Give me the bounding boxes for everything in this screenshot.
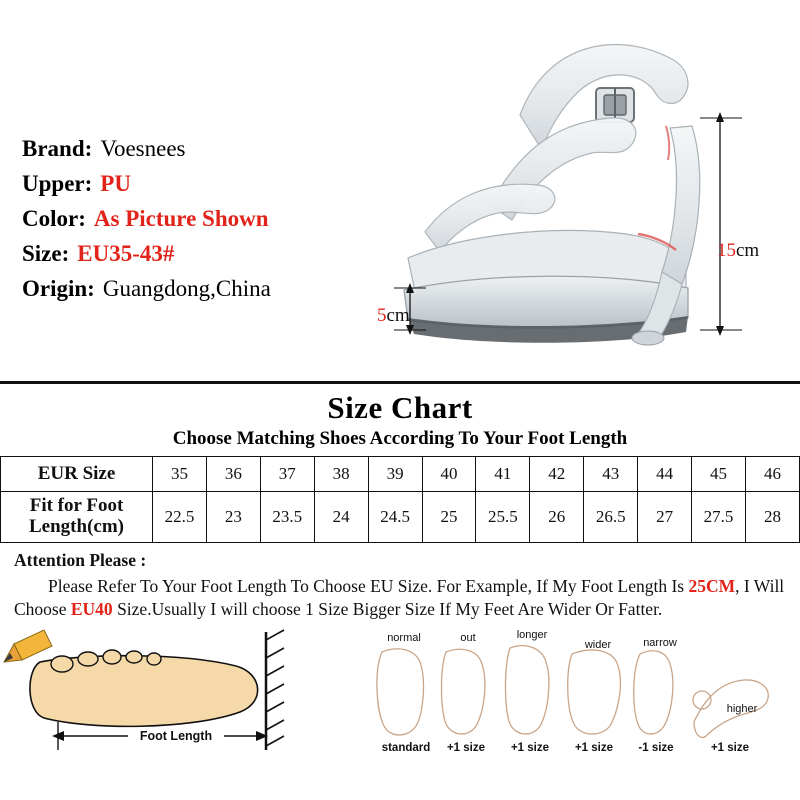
eur-size-cell: 39 xyxy=(368,457,422,492)
eur-size-cell: 35 xyxy=(153,457,207,492)
attention-text-b: , I Will Choose xyxy=(14,575,785,620)
eur-size-cell: 43 xyxy=(584,457,638,492)
foot-length-cell: 26 xyxy=(530,492,584,543)
attention-text-c: Size.Usually I will choose 1 Size Bigger Size If My Feet Are Wider Or Fatter. xyxy=(112,599,663,620)
foot-length-cell: 27.5 xyxy=(692,492,746,543)
spec-label-color: Color xyxy=(22,206,79,231)
spec-row-size xyxy=(22,241,271,267)
spec-label-origin: Origin xyxy=(22,276,88,301)
foot-type-top-label: wider xyxy=(584,638,612,651)
heel-height-dimension xyxy=(717,240,759,262)
foot-length-cell: 26.5 xyxy=(584,492,638,543)
eur-size-cell: 46 xyxy=(745,457,799,492)
attention-highlight-length: 25CM xyxy=(688,575,736,596)
foot-type-top-label: higher xyxy=(726,702,758,715)
foot-type-bottom-label: +1 size xyxy=(446,741,486,754)
foot-length-cell: 22.5 xyxy=(153,492,207,543)
foot-length-cell: 23 xyxy=(206,492,260,543)
eur-size-cell: 38 xyxy=(314,457,368,492)
spec-label-size: Size xyxy=(22,241,62,266)
spec-list xyxy=(22,136,271,311)
spec-value-color: As Picture Shown xyxy=(93,206,269,231)
clear-platform-sandal-illustration xyxy=(370,0,800,384)
foot-type-diagrams xyxy=(377,646,768,738)
platform-height-value: 5 xyxy=(377,305,387,326)
top-section xyxy=(0,0,800,384)
spec-value-size: EU35-43# xyxy=(77,241,175,266)
shoe-photo xyxy=(370,0,800,384)
platform-height-dimension xyxy=(377,305,410,327)
eur-size-header: EUR Size xyxy=(1,457,153,492)
foot-length-caption: Foot Length xyxy=(139,728,213,743)
platform-height-unit: cm xyxy=(386,305,410,326)
eur-size-cell: 37 xyxy=(260,457,314,492)
attention-highlight-size: EU40 xyxy=(70,599,113,620)
eur-size-cell: 44 xyxy=(638,457,692,492)
foot-type-top-label: out xyxy=(460,631,476,644)
foot-length-cell: 28 xyxy=(745,492,799,543)
attention-heading: Attention Please : xyxy=(14,550,147,570)
spec-colon: : xyxy=(84,136,93,161)
table-row-eur xyxy=(1,457,800,492)
foot-measure-diagrams xyxy=(0,626,800,756)
spec-colon: : xyxy=(78,206,86,231)
spec-label-brand: Brand xyxy=(22,136,85,161)
size-chart-section xyxy=(0,390,800,543)
foot-type-bottom-label: standard xyxy=(381,741,431,754)
foot-length-cell: 24.5 xyxy=(368,492,422,543)
eur-size-cell: 36 xyxy=(206,457,260,492)
size-table xyxy=(0,456,800,543)
table-row-foot-length xyxy=(1,492,800,543)
size-chart-title: Size Chart xyxy=(327,390,473,425)
spec-row-origin xyxy=(22,276,271,302)
eur-size-cell: 40 xyxy=(422,457,476,492)
foot-length-header: Fit for Foot Length(cm) xyxy=(1,492,153,543)
spec-colon: : xyxy=(84,171,93,196)
spec-colon: : xyxy=(87,276,95,301)
foot-diagrams-svg xyxy=(0,626,800,756)
foot-length-cell: 24 xyxy=(314,492,368,543)
foot-type-bottom-label: +1 size xyxy=(510,741,550,754)
spec-row-color xyxy=(22,206,271,232)
foot-length-cell: 25 xyxy=(422,492,476,543)
foot-type-top-label: narrow xyxy=(643,636,677,649)
foot-length-cell: 27 xyxy=(638,492,692,543)
eur-size-cell: 45 xyxy=(692,457,746,492)
size-chart-subtitle: Choose Matching Shoes According To Your Foot Length xyxy=(172,428,628,449)
attention-text-a: Please Refer To Your Foot Length To Choose EU Size. For Example, If My Foot Length Is xyxy=(48,575,689,596)
spec-value-upper: PU xyxy=(100,171,131,196)
spec-label-upper: Upper xyxy=(22,171,85,196)
heel-height-unit: cm xyxy=(736,240,760,261)
spec-value-origin: Guangdong,China xyxy=(102,276,271,301)
eur-size-cell: 41 xyxy=(476,457,530,492)
spec-colon: : xyxy=(61,241,70,266)
foot-type-bottom-label: +1 size xyxy=(710,741,750,754)
foot-length-cell: 23.5 xyxy=(260,492,314,543)
spec-value-brand: Voesnees xyxy=(100,136,186,161)
attention-body xyxy=(14,575,786,622)
heel-height-value: 15 xyxy=(717,240,736,261)
foot-length-cell: 25.5 xyxy=(476,492,530,543)
foot-type-bottom-label: -1 size xyxy=(638,741,674,754)
eur-size-cell: 42 xyxy=(530,457,584,492)
attention-section xyxy=(0,543,800,622)
foot-type-top-label: longer xyxy=(516,628,548,641)
foot-type-bottom-label: +1 size xyxy=(574,741,614,754)
foot-type-top-label: normal xyxy=(387,631,421,644)
spec-row-upper xyxy=(22,171,271,197)
spec-row-brand xyxy=(22,136,271,162)
foot-type-bottom-labels xyxy=(382,742,749,754)
